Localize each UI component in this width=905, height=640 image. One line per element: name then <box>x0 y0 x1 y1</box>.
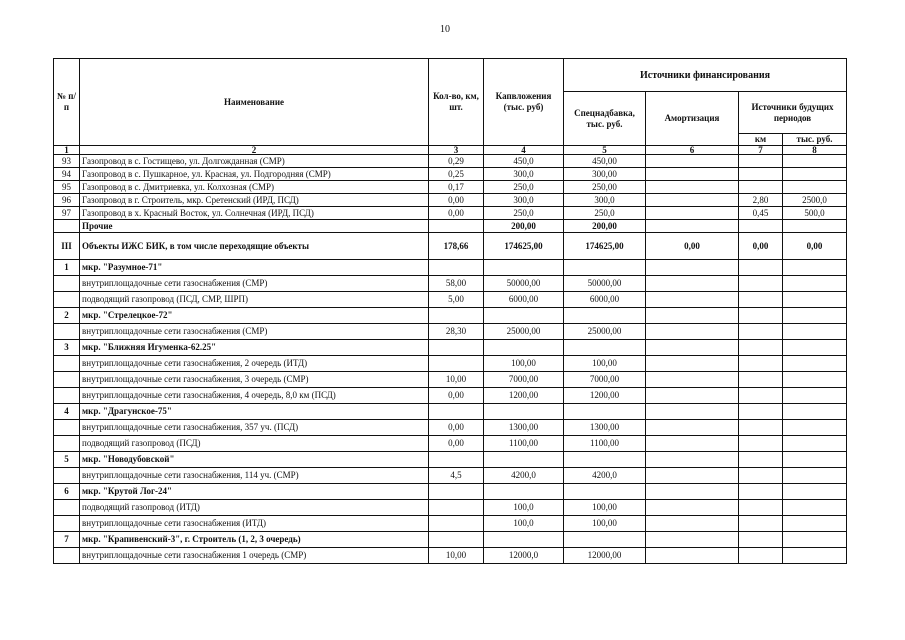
column-index: 1 <box>54 146 80 155</box>
row-amort <box>646 516 739 532</box>
row-special <box>564 404 646 420</box>
page-number: 10 <box>440 24 450 35</box>
row-qty <box>429 404 484 420</box>
row-invest: 100,00 <box>484 356 564 372</box>
row-amort <box>646 220 739 233</box>
row-name: подводящий газопровод (ПСД) <box>80 436 429 452</box>
row-qty <box>429 500 484 516</box>
header-special: Спецнадбавка, тыс. руб. <box>564 92 646 146</box>
row-special: 100,00 <box>564 356 646 372</box>
row-future-km <box>739 436 783 452</box>
row-invest: 7000,00 <box>484 372 564 388</box>
row-number: 7 <box>54 532 80 548</box>
row-amort <box>646 500 739 516</box>
row-invest: 12000,0 <box>484 548 564 564</box>
column-index: 7 <box>739 146 783 155</box>
row-amort <box>646 468 739 484</box>
header-invest: Капвложения (тыс. руб) <box>484 59 564 146</box>
row-amort <box>646 181 739 194</box>
row-invest: 4200,0 <box>484 468 564 484</box>
column-index: 3 <box>429 146 484 155</box>
row-amort <box>646 260 739 276</box>
row-number: 95 <box>54 181 80 194</box>
row-invest: 50000,00 <box>484 276 564 292</box>
row-future-rub <box>783 168 847 181</box>
column-index: 6 <box>646 146 739 155</box>
row-amort <box>646 276 739 292</box>
row-name: внутриплощадочные сети газоснабжения (СМР) <box>80 324 429 340</box>
row-future-rub <box>783 340 847 356</box>
table-row <box>54 388 847 404</box>
row-qty: 0,00 <box>429 388 484 404</box>
row-amort <box>646 308 739 324</box>
row-qty: 0,00 <box>429 436 484 452</box>
row-future-km <box>739 388 783 404</box>
row-future-rub: 0,00 <box>783 233 847 260</box>
row-invest <box>484 404 564 420</box>
row-name: внутриплощадочные сети газоснабжения, 114 уч. (СМР) <box>80 468 429 484</box>
row-invest <box>484 452 564 468</box>
row-name: Газопровод в г. Строитель, мкр. Сретенский (ИРД, ПСД) <box>80 194 429 207</box>
row-future-rub <box>783 548 847 564</box>
row-future-km: 2,80 <box>739 194 783 207</box>
row-future-rub <box>783 500 847 516</box>
row-name: внутриплощадочные сети газоснабжения, 4 очередь, 8,0 км (ПСД) <box>80 388 429 404</box>
row-invest: 100,0 <box>484 500 564 516</box>
row-name: мкр. "Ближняя Игуменка-62.25" <box>80 340 429 356</box>
row-invest <box>484 308 564 324</box>
row-future-km <box>739 532 783 548</box>
row-special <box>564 340 646 356</box>
row-name: мкр. "Драгунское-75" <box>80 404 429 420</box>
table-row <box>54 194 847 207</box>
row-name: Газопровод в с. Пушкарное, ул. Красная, ул. Подгородняя (СМР) <box>80 168 429 181</box>
table-row <box>54 500 847 516</box>
row-number: III <box>54 233 80 260</box>
row-name: внутриплощадочные сети газоснабжения (СМР) <box>80 276 429 292</box>
row-number: 97 <box>54 207 80 220</box>
row-qty <box>429 452 484 468</box>
row-future-rub <box>783 220 847 233</box>
row-amort <box>646 340 739 356</box>
row-invest: 1100,00 <box>484 436 564 452</box>
row-future-km <box>739 356 783 372</box>
row-qty <box>429 340 484 356</box>
row-invest <box>484 260 564 276</box>
row-future-rub <box>783 292 847 308</box>
row-amort <box>646 532 739 548</box>
table-row <box>54 220 847 233</box>
row-invest: 200,00 <box>484 220 564 233</box>
table-row <box>54 308 847 324</box>
row-invest: 300,0 <box>484 168 564 181</box>
row-number <box>54 388 80 404</box>
row-special: 25000,00 <box>564 324 646 340</box>
row-future-rub <box>783 276 847 292</box>
row-special: 6000,00 <box>564 292 646 308</box>
row-qty <box>429 260 484 276</box>
row-qty: 0,29 <box>429 155 484 168</box>
table-row <box>54 260 847 276</box>
row-future-rub <box>783 356 847 372</box>
table-row <box>54 484 847 500</box>
column-index: 2 <box>80 146 429 155</box>
row-number <box>54 436 80 452</box>
row-future-rub <box>783 308 847 324</box>
table-row <box>54 404 847 420</box>
row-special: 4200,0 <box>564 468 646 484</box>
row-future-rub <box>783 324 847 340</box>
row-qty: 0,00 <box>429 420 484 436</box>
table-row <box>54 340 847 356</box>
row-number <box>54 220 80 233</box>
table-row <box>54 181 847 194</box>
row-future-rub <box>783 468 847 484</box>
row-qty: 0,25 <box>429 168 484 181</box>
row-special: 100,00 <box>564 500 646 516</box>
row-number <box>54 516 80 532</box>
row-number <box>54 276 80 292</box>
row-amort <box>646 324 739 340</box>
row-amort <box>646 168 739 181</box>
row-future-rub <box>783 516 847 532</box>
row-amort: 0,00 <box>646 233 739 260</box>
row-number: 2 <box>54 308 80 324</box>
row-number <box>54 468 80 484</box>
table-row <box>54 436 847 452</box>
row-number: 93 <box>54 155 80 168</box>
header-sources: Источники финансирования <box>564 59 847 92</box>
row-amort <box>646 356 739 372</box>
header-num: № п/п <box>54 59 80 146</box>
row-amort <box>646 155 739 168</box>
table-row <box>54 468 847 484</box>
row-future-km <box>739 500 783 516</box>
row-invest: 450,0 <box>484 155 564 168</box>
table-row <box>54 207 847 220</box>
row-name: мкр. "Стрелецкое-72" <box>80 308 429 324</box>
table-row <box>54 324 847 340</box>
row-future-km <box>739 340 783 356</box>
row-number <box>54 420 80 436</box>
row-invest: 1200,00 <box>484 388 564 404</box>
column-index: 8 <box>783 146 847 155</box>
row-name: мкр. "Новодубовской" <box>80 452 429 468</box>
row-number: 94 <box>54 168 80 181</box>
row-invest: 300,0 <box>484 194 564 207</box>
row-future-km <box>739 308 783 324</box>
row-number <box>54 372 80 388</box>
header-future: Источники будущих периодов <box>739 92 847 134</box>
row-future-km <box>739 548 783 564</box>
row-amort <box>646 194 739 207</box>
row-qty: 10,00 <box>429 548 484 564</box>
row-number: 6 <box>54 484 80 500</box>
table-row <box>54 532 847 548</box>
row-invest: 250,0 <box>484 207 564 220</box>
row-future-rub <box>783 372 847 388</box>
row-invest: 100,0 <box>484 516 564 532</box>
row-invest <box>484 484 564 500</box>
row-future-km <box>739 168 783 181</box>
row-special: 250,00 <box>564 181 646 194</box>
row-amort <box>646 420 739 436</box>
row-number <box>54 356 80 372</box>
row-special: 7000,00 <box>564 372 646 388</box>
table-body <box>54 155 847 564</box>
row-qty: 10,00 <box>429 372 484 388</box>
table-row <box>54 168 847 181</box>
row-qty <box>429 220 484 233</box>
row-future-km <box>739 484 783 500</box>
row-special <box>564 484 646 500</box>
table-row <box>54 516 847 532</box>
row-name: внутриплощадочные сети газоснабжения 1 очередь (СМР) <box>80 548 429 564</box>
row-amort <box>646 292 739 308</box>
row-amort <box>646 484 739 500</box>
row-name: внутриплощадочные сети газоснабжения, 2 очередь (ИТД) <box>80 356 429 372</box>
row-future-km <box>739 324 783 340</box>
table-row <box>54 276 847 292</box>
row-special: 50000,00 <box>564 276 646 292</box>
row-future-km <box>739 260 783 276</box>
column-index: 4 <box>484 146 564 155</box>
row-future-rub <box>783 484 847 500</box>
row-qty: 5,00 <box>429 292 484 308</box>
row-future-rub <box>783 404 847 420</box>
row-future-km <box>739 452 783 468</box>
table-row <box>54 356 847 372</box>
row-name: мкр. "Разумное-71" <box>80 260 429 276</box>
row-special: 12000,00 <box>564 548 646 564</box>
row-special: 300,0 <box>564 194 646 207</box>
row-special: 250,0 <box>564 207 646 220</box>
row-qty <box>429 308 484 324</box>
row-special: 200,00 <box>564 220 646 233</box>
row-future-rub: 2500,0 <box>783 194 847 207</box>
row-future-km <box>739 181 783 194</box>
row-invest: 6000,00 <box>484 292 564 308</box>
row-qty <box>429 484 484 500</box>
row-future-rub <box>783 260 847 276</box>
table-row <box>54 420 847 436</box>
row-name: Объекты ИЖС БИК, в том числе переходящие объекты <box>80 233 429 260</box>
row-name: Газопровод в с. Дмитриевка, ул. Колхозная (СМР) <box>80 181 429 194</box>
row-future-rub: 500,0 <box>783 207 847 220</box>
header-qty: Кол-во, км, шт. <box>429 59 484 146</box>
table-row <box>54 548 847 564</box>
row-future-km <box>739 372 783 388</box>
row-qty: 4,5 <box>429 468 484 484</box>
row-qty <box>429 532 484 548</box>
header-rub: тыс. руб. <box>783 134 847 146</box>
row-invest: 250,0 <box>484 181 564 194</box>
row-future-rub <box>783 420 847 436</box>
table-row <box>54 233 847 260</box>
row-invest: 1300,00 <box>484 420 564 436</box>
row-amort <box>646 207 739 220</box>
row-future-rub <box>783 155 847 168</box>
row-name: подводящий газопровод (ИТД) <box>80 500 429 516</box>
table-row <box>54 452 847 468</box>
row-number <box>54 324 80 340</box>
row-name: мкр. "Крутой Лог-24" <box>80 484 429 500</box>
row-qty: 28,30 <box>429 324 484 340</box>
row-future-km <box>739 468 783 484</box>
row-amort <box>646 404 739 420</box>
row-name: Газопровод в с. Гостищево, ул. Долгожданная (СМР) <box>80 155 429 168</box>
row-special: 1300,00 <box>564 420 646 436</box>
row-number <box>54 548 80 564</box>
row-number: 96 <box>54 194 80 207</box>
row-future-rub <box>783 532 847 548</box>
row-number: 4 <box>54 404 80 420</box>
row-name: внутриплощадочные сети газоснабжения (ИТД) <box>80 516 429 532</box>
row-future-km <box>739 292 783 308</box>
row-future-km <box>739 404 783 420</box>
row-amort <box>646 452 739 468</box>
row-qty <box>429 356 484 372</box>
row-name: мкр. "Крапивенский-3", г. Строитель (1, 2, 3 очередь) <box>80 532 429 548</box>
row-number: 5 <box>54 452 80 468</box>
row-future-km <box>739 276 783 292</box>
row-name: Газопровод в х. Красный Восток, ул. Солнечная (ИРД, ПСД) <box>80 207 429 220</box>
row-number: 1 <box>54 260 80 276</box>
row-future-km: 0,00 <box>739 233 783 260</box>
row-future-rub <box>783 436 847 452</box>
row-amort <box>646 388 739 404</box>
row-number <box>54 292 80 308</box>
row-amort <box>646 372 739 388</box>
row-qty: 0,00 <box>429 207 484 220</box>
row-future-rub <box>783 388 847 404</box>
row-name: подводящий газопровод (ПСД, СМР, ШРП) <box>80 292 429 308</box>
row-special: 300,00 <box>564 168 646 181</box>
row-special: 174625,00 <box>564 233 646 260</box>
row-special <box>564 308 646 324</box>
row-special <box>564 452 646 468</box>
row-future-rub <box>783 181 847 194</box>
row-future-km <box>739 220 783 233</box>
column-index-row <box>54 146 847 155</box>
row-qty: 0,17 <box>429 181 484 194</box>
row-future-km <box>739 155 783 168</box>
row-future-km <box>739 420 783 436</box>
table-row <box>54 292 847 308</box>
row-special: 100,00 <box>564 516 646 532</box>
row-name: внутриплощадочные сети газоснабжения, 3 очередь (СМР) <box>80 372 429 388</box>
row-special <box>564 260 646 276</box>
row-special: 1200,00 <box>564 388 646 404</box>
row-qty: 58,00 <box>429 276 484 292</box>
row-invest: 25000,00 <box>484 324 564 340</box>
row-future-km <box>739 516 783 532</box>
row-name: внутриплощадочные сети газоснабжения, 357 уч. (ПСД) <box>80 420 429 436</box>
header-name: Наименование <box>80 59 429 146</box>
row-invest <box>484 532 564 548</box>
row-future-rub <box>783 452 847 468</box>
row-invest <box>484 340 564 356</box>
row-qty: 178,66 <box>429 233 484 260</box>
row-invest: 174625,00 <box>484 233 564 260</box>
table-row <box>54 155 847 168</box>
row-special: 450,00 <box>564 155 646 168</box>
row-amort <box>646 548 739 564</box>
row-number <box>54 500 80 516</box>
row-number: 3 <box>54 340 80 356</box>
header-amort: Амортизация <box>646 92 739 146</box>
table-row <box>54 372 847 388</box>
row-special: 1100,00 <box>564 436 646 452</box>
row-amort <box>646 436 739 452</box>
row-special <box>564 532 646 548</box>
header-km: км <box>739 134 783 146</box>
row-qty <box>429 516 484 532</box>
row-future-km: 0,45 <box>739 207 783 220</box>
row-qty: 0,00 <box>429 194 484 207</box>
row-name: Прочие <box>80 220 429 233</box>
column-index: 5 <box>564 146 646 155</box>
financing-table <box>53 58 847 564</box>
